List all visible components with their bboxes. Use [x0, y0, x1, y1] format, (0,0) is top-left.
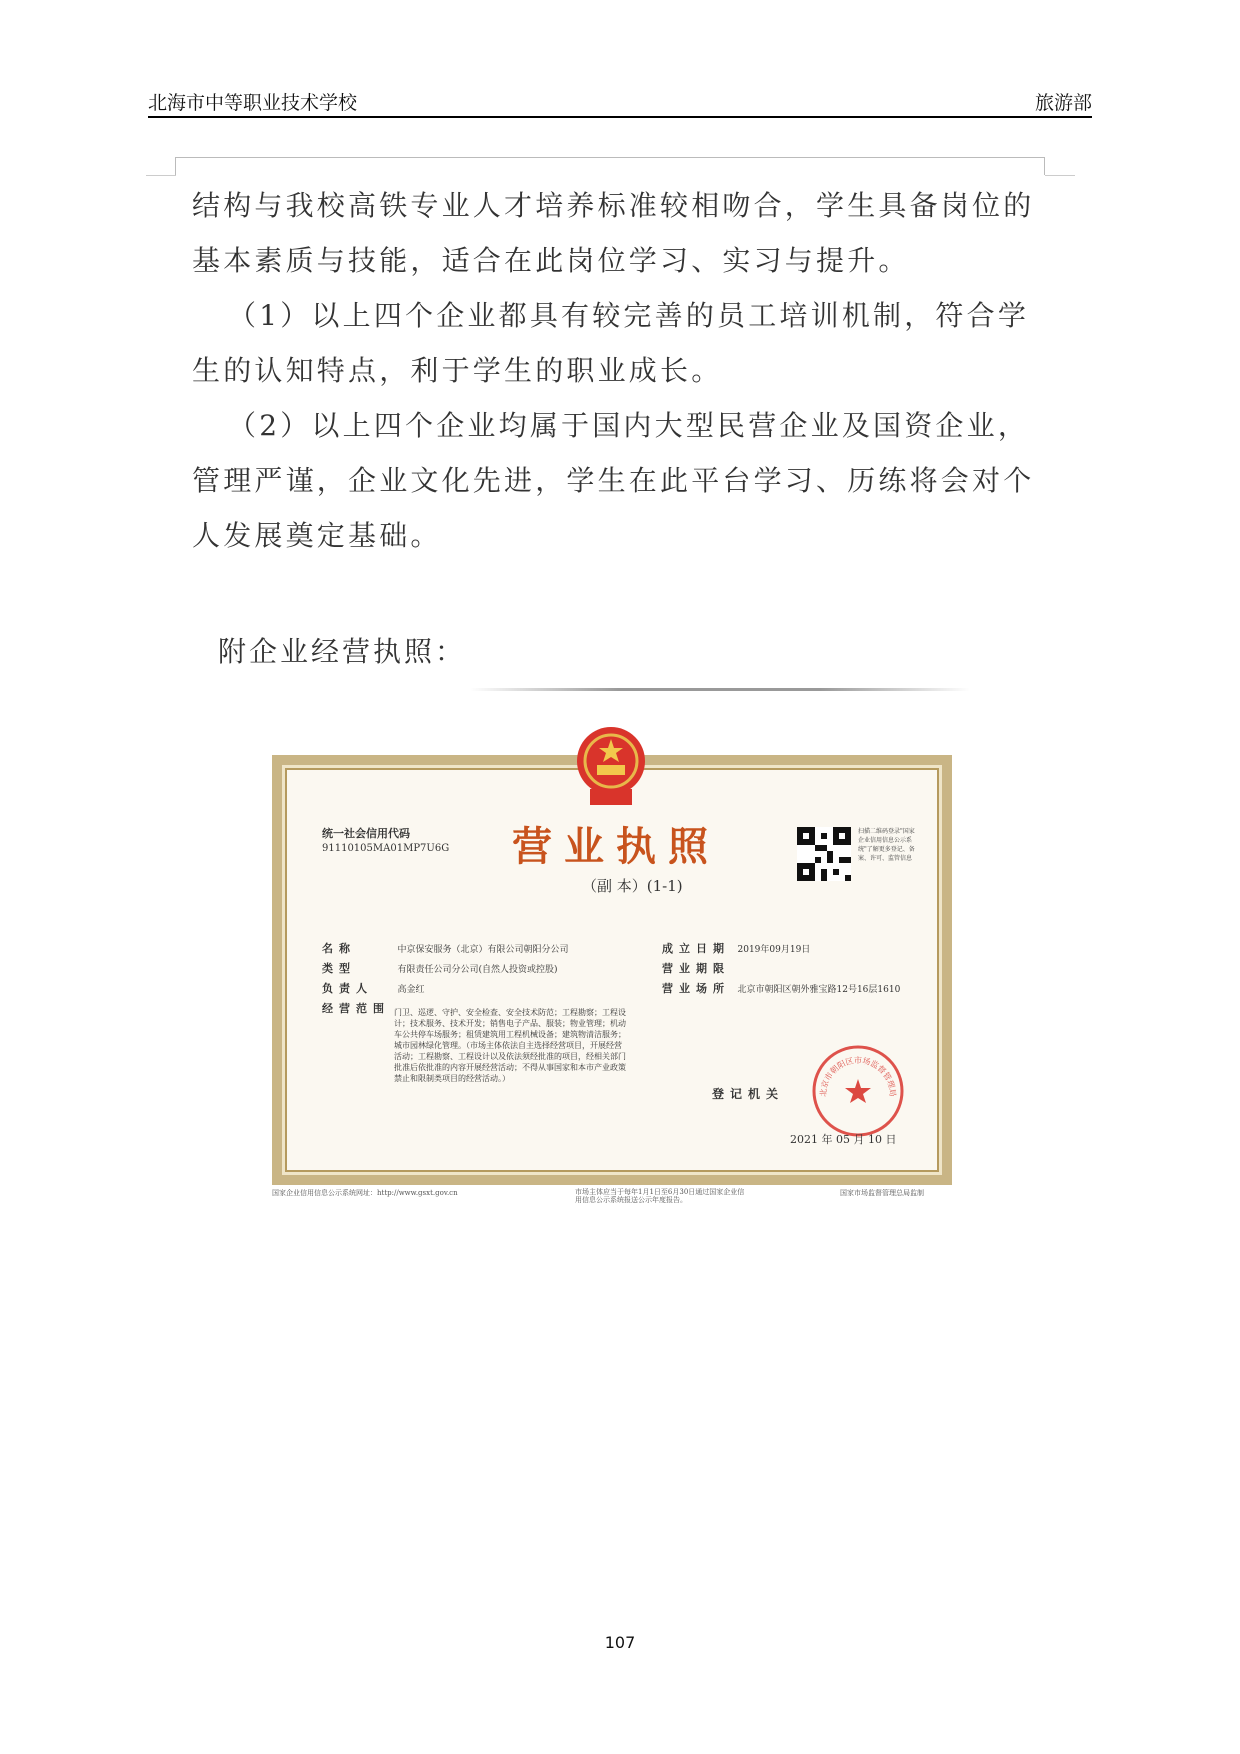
paragraph-3: （2）以上四个企业均属于国内大型民营企业及国资企业，管理严谨，企业文化先进，学生在此平台学习、历练将会对个人发展奠定基础。	[192, 409, 1035, 552]
field-name-value: 中京保安服务（北京）有限公司朝阳分公司	[397, 945, 569, 955]
text-frame-right-tick	[1044, 157, 1045, 175]
field-scope-value: 门卫、巡逻、守护、安全检查、安全技术防范；工程勘察；工程设计；技术服务、技术开发；销售电子产品、服装；物业管理；机动车公共停车场服务；租赁建筑用工程机械设备；建筑物清洁服务；城市园林绿化管理。（市场主体依法自主选择经营项目，开展经营活动；工程勘察、工程设计以及依法须经批准的项目，经相关部门批准后依批准的内容开展经营活动；不得从事国家和本市产业政策禁止和限制类项目的经营活动。）	[394, 1008, 626, 1083]
license-title: 营业执照	[512, 823, 720, 870]
field-term-label: 营业期限	[662, 962, 730, 975]
field-term	[662, 960, 734, 976]
official-seal-icon	[810, 1043, 906, 1139]
business-license-image	[272, 755, 952, 1185]
seal-text: 北京市朝阳区市场监督管理局	[818, 1056, 898, 1097]
license-caption: 附企业经营执照：	[218, 635, 467, 668]
paragraph-2: （1）以上四个企业都具有较完善的员工培训机制，符合学生的认知特点，利于学生的职业成长。	[192, 299, 1030, 387]
paragraph-1: 结构与我校高铁专业人才培养标准较相吻合，学生具备岗位的基本素质与技能，适合在此岗位学习、实习与提升。	[192, 189, 1035, 277]
field-place-value: 北京市朝阳区朝外雅宝路12号16层1610	[737, 985, 901, 995]
field-person	[322, 980, 425, 996]
license-footer-right: 国家市场监督管理总局监制	[840, 1189, 924, 1197]
field-type	[322, 960, 558, 976]
registration-authority-label: 登记机关	[712, 1087, 785, 1101]
field-name-label: 名称	[322, 942, 356, 955]
text-frame-right-ext	[1045, 175, 1075, 176]
license-footer-middle: 市场主体应当于每年1月1日至6月30日通过国家企业信用信息公示系统报送公示年度报告。	[575, 1188, 745, 1204]
field-scope	[322, 1000, 394, 1016]
text-frame-left-ext	[146, 175, 176, 176]
header-school-name: 北海市中等职业技术学校	[148, 92, 358, 114]
header-rule	[148, 116, 1092, 118]
license-footer-left: 国家企业信用信息公示系统网址：http://www.gsxt.gov.cn	[272, 1189, 458, 1197]
text-frame-left-tick	[175, 157, 176, 175]
credit-code-value: 91110105MA01MP7U6G	[322, 843, 450, 854]
field-person-value: 高金红	[397, 985, 425, 995]
field-name	[322, 940, 569, 956]
field-place-label: 营业场所	[662, 982, 730, 995]
field-date-value: 2019年09月19日	[737, 945, 811, 955]
header-department: 旅游部	[1034, 92, 1092, 114]
caption-rule	[470, 688, 970, 691]
field-type-label: 类型	[322, 962, 356, 975]
field-person-label: 负责人	[322, 982, 373, 995]
field-date-label: 成立日期	[662, 942, 730, 955]
text-frame-top	[175, 157, 1045, 158]
national-emblem-icon	[572, 725, 650, 811]
field-type-value: 有限责任公司分公司(自然人投资或控股)	[397, 965, 558, 975]
credit-code-label: 统一社会信用代码	[322, 827, 410, 840]
field-date	[662, 940, 810, 956]
field-scope-label: 经营范围	[322, 1002, 390, 1015]
field-place	[662, 980, 900, 996]
registration-date: 2021 年 05 月 10 日	[790, 1133, 897, 1146]
page-number: 107	[604, 1633, 636, 1652]
qr-code-note: 扫描二维码登录"国家企业信用信息公示系统"了解更多登记、备案、许可、监管信息	[858, 828, 915, 862]
body-text	[192, 178, 1048, 563]
qr-code-icon	[797, 827, 851, 881]
license-subtitle: （副 本）(1-1)	[582, 877, 683, 895]
